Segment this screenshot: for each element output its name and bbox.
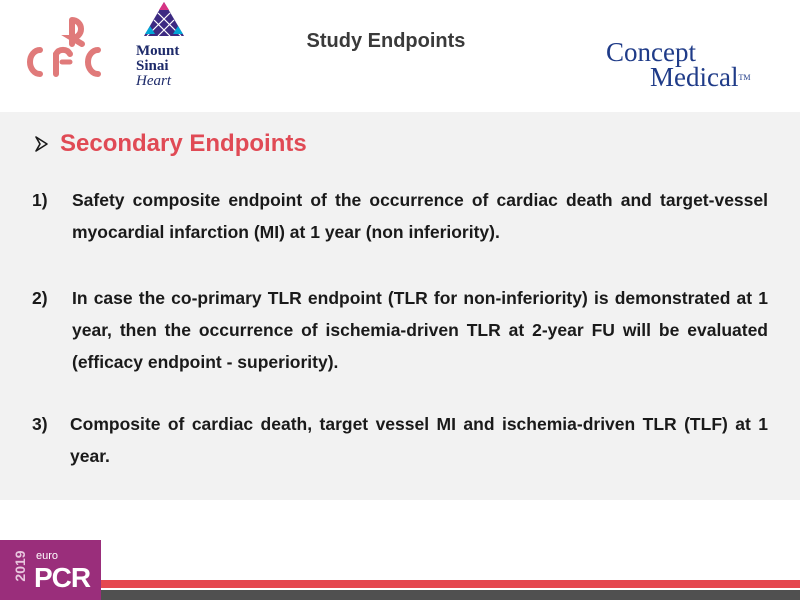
concept-medical-logo xyxy=(606,37,766,92)
sinai-line-2: Sinai xyxy=(136,58,169,74)
mount-sinai-logo xyxy=(132,0,196,96)
europcr-pcr: PCR xyxy=(34,562,91,593)
europcr-year: 2019 xyxy=(12,550,28,582)
footer-bar-red xyxy=(101,580,800,588)
concept-line-2-text: Medical xyxy=(650,62,739,92)
endpoint-number: 2) xyxy=(32,288,48,308)
sinai-line-1: Mount xyxy=(136,43,180,59)
concept-line-2 xyxy=(606,62,766,92)
endpoint-item xyxy=(32,184,768,248)
secondary-endpoints-heading: Secondary Endpoints xyxy=(60,130,307,157)
page-title: Study Endpoints xyxy=(306,30,466,52)
endpoint-number: 1) xyxy=(32,190,48,210)
europcr-euro: euro xyxy=(36,550,59,562)
arrow-bullet-icon xyxy=(32,134,52,154)
endpoint-item xyxy=(32,408,768,472)
trademark-mark: TM xyxy=(738,73,751,82)
cerc-logo xyxy=(26,16,102,86)
endpoint-text: Safety composite endpoint of the occurrence of cardiac death and target-vessel myocardial infarction (MI) at 1 year (non inferiority). xyxy=(72,190,768,242)
endpoint-number: 3) xyxy=(32,414,48,434)
sinai-line-3: Heart xyxy=(136,73,171,89)
endpoint-item xyxy=(32,282,768,378)
mount-sinai-wordmark xyxy=(136,44,179,89)
endpoint-text: Composite of cardiac death, target vessel MI and ischemia-driven TLR (TLF) at 1 year. xyxy=(70,414,768,466)
mount-sinai-mark-icon xyxy=(136,0,192,40)
section-heading xyxy=(32,130,307,158)
endpoint-text: In case the co-primary TLR endpoint (TLR for non-inferiority) is demonstrated at 1 year, then the occurrence of ischemia-driven TLR at 2-year FU will be evaluated (efficacy endpoint - superiority). xyxy=(72,288,768,372)
header xyxy=(0,0,800,112)
concept-line-1: Concept xyxy=(606,37,696,67)
europcr-logo xyxy=(0,540,101,600)
footer xyxy=(0,540,800,600)
footer-bar-gray xyxy=(101,590,800,600)
